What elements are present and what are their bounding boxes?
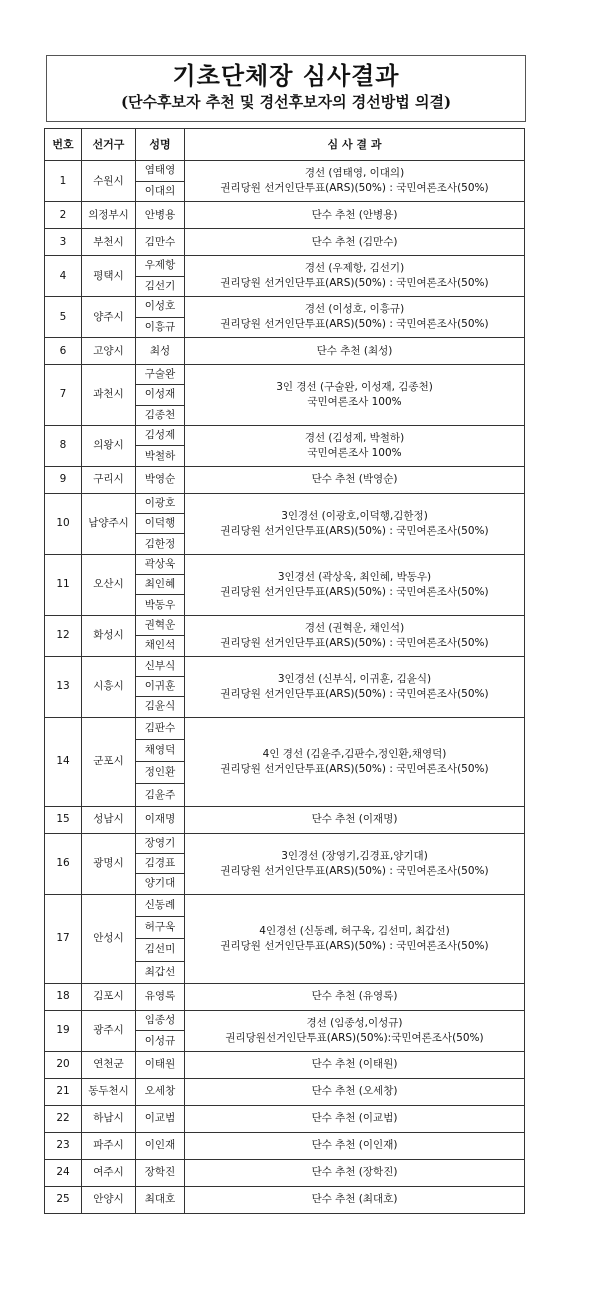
result-cell [185, 1010, 525, 1051]
result-line: 3인경선 (이광호,이덕행,김한정) [281, 509, 428, 522]
result-line: 권리당원 선거인단투표(ARS)(50%) : 국민여론조사(50%) [220, 762, 489, 775]
table-row [45, 1159, 525, 1186]
result-cell [185, 425, 525, 466]
result-line: 경선 (권혁운, 채인석) [304, 621, 405, 634]
table-row [45, 806, 525, 833]
district-cell: 수원시 [82, 161, 136, 202]
result-cell [185, 1159, 525, 1186]
header-result: 심 사 결 과 [185, 129, 525, 161]
table-row [45, 1105, 525, 1132]
result-cell [185, 554, 525, 615]
result-line: 단수 추천 (오세창) [311, 1085, 398, 1098]
result-cell [185, 256, 525, 297]
row-number: 19 [45, 1010, 82, 1051]
result-cell [185, 1105, 525, 1132]
table-row [45, 1051, 525, 1078]
header-name: 성명 [136, 129, 185, 161]
candidate-name: 이성호 [136, 297, 185, 318]
result-line: 4인경선 (신동례, 허구욱, 김선미, 최갑선) [259, 924, 450, 937]
result-line: 단수 추천 (최성) [316, 344, 393, 357]
table-row [45, 1010, 525, 1031]
row-number: 5 [45, 297, 82, 338]
result-line: 단수 추천 (이교범) [311, 1112, 398, 1125]
result-line: 권리당원 선거인단투표(ARS)(50%) : 국민여론조사(50%) [220, 939, 489, 952]
row-number: 10 [45, 493, 82, 554]
candidate-name: 최대호 [136, 1186, 185, 1213]
district-cell: 파주시 [82, 1132, 136, 1159]
result-line: 경선 (우제항, 김선기) [304, 262, 405, 274]
district-cell: 여주시 [82, 1159, 136, 1186]
row-number: 17 [45, 894, 82, 983]
result-line: 3인경선 (곽상욱, 최인혜, 박동우) [277, 570, 432, 583]
header-no: 번호 [45, 129, 82, 161]
candidate-name: 이덕행 [136, 514, 185, 534]
table-row [45, 425, 525, 446]
candidate-name: 김윤식 [136, 697, 185, 717]
result-line: 단수 추천 (박영순) [311, 473, 398, 486]
result-cell [185, 493, 525, 554]
result-cell [185, 1186, 525, 1213]
district-cell: 고양시 [82, 338, 136, 365]
table-row [45, 202, 525, 229]
row-number: 6 [45, 338, 82, 365]
district-cell: 연천군 [82, 1051, 136, 1078]
candidate-name: 이광호 [136, 493, 185, 513]
result-line: 4인 경선 (김윤주,김판수,정인환,채영덕) [262, 747, 447, 760]
table-row [45, 466, 525, 493]
result-cell [185, 338, 525, 365]
table-row [45, 717, 525, 739]
row-number: 13 [45, 656, 82, 717]
row-number: 8 [45, 425, 82, 466]
result-line: 3인 경선 (구술완, 이성재, 김종천) [276, 380, 433, 393]
result-line: 권리당원선거인단투표(ARS)(50%):국민여론조사(50%) [225, 1031, 484, 1044]
candidate-name: 김만수 [136, 229, 185, 256]
result-line: 국민여론조사 100% [307, 446, 402, 459]
row-number: 16 [45, 833, 82, 894]
table-row [45, 229, 525, 256]
table-row [45, 297, 525, 318]
row-number: 18 [45, 983, 82, 1010]
district-cell: 군포시 [82, 717, 136, 806]
candidate-name: 이인재 [136, 1132, 185, 1159]
result-line: 단수 추천 (김만수) [311, 235, 398, 248]
row-number: 14 [45, 717, 82, 806]
result-line: 경선 (염태영, 이대의) [304, 167, 405, 179]
result-line: 권리당원 선거인단투표(ARS)(50%) : 국민여론조사(50%) [220, 277, 489, 289]
district-cell: 시흥시 [82, 656, 136, 717]
candidate-name: 최갑선 [136, 961, 185, 983]
result-cell [185, 983, 525, 1010]
table-row [45, 1186, 525, 1213]
district-cell: 평택시 [82, 256, 136, 297]
result-cell [185, 161, 525, 202]
header-row [45, 129, 525, 161]
district-cell: 화성시 [82, 615, 136, 656]
candidate-name: 구술완 [136, 365, 185, 385]
row-number: 12 [45, 615, 82, 656]
result-line: 단수 추천 (이재명) [311, 813, 398, 826]
candidate-name: 박철하 [136, 446, 185, 467]
district-cell: 양주시 [82, 297, 136, 338]
candidate-name: 이귀훈 [136, 676, 185, 696]
candidate-name: 장학진 [136, 1159, 185, 1186]
result-cell [185, 202, 525, 229]
result-line: 권리당원 선거인단투표(ARS)(50%) : 국민여론조사(50%) [220, 687, 489, 700]
district-cell: 광주시 [82, 1010, 136, 1051]
result-cell [185, 894, 525, 983]
candidate-name: 채영덕 [136, 739, 185, 761]
result-line: 단수 추천 (이인재) [311, 1139, 398, 1152]
result-line: 3인경선 (신부식, 이귀훈, 김윤식) [277, 672, 432, 685]
candidate-name: 우제항 [136, 256, 185, 277]
row-number: 2 [45, 202, 82, 229]
table-row [45, 983, 525, 1010]
document-title: 기초단체장 심사결과 [172, 61, 400, 90]
row-number: 9 [45, 466, 82, 493]
result-cell [185, 1051, 525, 1078]
candidate-name: 이대의 [136, 181, 185, 202]
result-cell [185, 656, 525, 717]
row-number: 7 [45, 365, 82, 426]
district-cell: 하남시 [82, 1105, 136, 1132]
table-row [45, 1132, 525, 1159]
candidate-name: 이교범 [136, 1105, 185, 1132]
candidate-name: 김경표 [136, 854, 185, 874]
title-box [46, 55, 526, 122]
result-cell [185, 806, 525, 833]
table-row [45, 365, 525, 385]
table-row [45, 493, 525, 513]
table-row [45, 554, 525, 574]
candidate-name: 박동우 [136, 595, 185, 615]
district-cell: 안양시 [82, 1186, 136, 1213]
candidate-name: 김한정 [136, 534, 185, 554]
candidate-name: 양기대 [136, 874, 185, 894]
candidate-name: 이성재 [136, 385, 185, 405]
row-number: 3 [45, 229, 82, 256]
candidate-name: 김윤주 [136, 784, 185, 806]
results-table [44, 128, 525, 1214]
district-cell: 동두천시 [82, 1078, 136, 1105]
table-row [45, 833, 525, 853]
candidate-name: 정인환 [136, 762, 185, 784]
result-cell [185, 297, 525, 338]
row-number: 15 [45, 806, 82, 833]
result-line: 단수 추천 (안병용) [311, 208, 398, 221]
candidate-name: 임종성 [136, 1010, 185, 1031]
district-cell: 성남시 [82, 806, 136, 833]
table-row [45, 656, 525, 676]
result-cell [185, 466, 525, 493]
candidate-name: 곽상욱 [136, 554, 185, 574]
candidate-name: 장영기 [136, 833, 185, 853]
district-cell: 광명시 [82, 833, 136, 894]
table-row [45, 161, 525, 182]
result-cell [185, 717, 525, 806]
candidate-name: 채인석 [136, 636, 185, 657]
candidate-name: 이재명 [136, 806, 185, 833]
candidate-name: 최인혜 [136, 575, 185, 595]
result-line: 권리당원 선거인단투표(ARS)(50%) : 국민여론조사(50%) [220, 585, 489, 598]
result-cell [185, 1078, 525, 1105]
result-line: 경선 (이성호, 이흥규) [304, 303, 405, 315]
result-cell [185, 1132, 525, 1159]
result-cell [185, 615, 525, 656]
result-line: 단수 추천 (장학진) [311, 1166, 398, 1179]
candidate-name: 이흥규 [136, 317, 185, 338]
candidate-name: 이태원 [136, 1051, 185, 1078]
candidate-name: 신부식 [136, 656, 185, 676]
candidate-name: 권혁운 [136, 615, 185, 636]
candidate-name: 김선기 [136, 276, 185, 297]
district-cell: 부천시 [82, 229, 136, 256]
candidate-name: 김종천 [136, 405, 185, 425]
result-line: 3인경선 (장영기,김경표,양기대) [281, 849, 428, 862]
candidate-name: 김성제 [136, 425, 185, 446]
result-line: 단수 추천 (이태원) [311, 1058, 398, 1071]
district-cell: 의왕시 [82, 425, 136, 466]
table-row [45, 256, 525, 277]
result-line: 권리당원 선거인단투표(ARS)(50%) : 국민여론조사(50%) [220, 182, 489, 194]
candidate-name: 유영록 [136, 983, 185, 1010]
document-subtitle: (단수후보자 추천 및 경선후보자의 경선방법 의결) [120, 93, 452, 111]
result-line: 국민여론조사 100% [307, 395, 402, 408]
district-cell: 김포시 [82, 983, 136, 1010]
result-line: 권리당원 선거인단투표(ARS)(50%) : 국민여론조사(50%) [220, 318, 489, 330]
candidate-name: 최성 [136, 338, 185, 365]
table-row [45, 615, 525, 636]
table-row [45, 1078, 525, 1105]
row-number: 21 [45, 1078, 82, 1105]
result-line: 경선 (임종성,이성규) [306, 1016, 403, 1029]
result-cell [185, 365, 525, 426]
candidate-name: 안병용 [136, 202, 185, 229]
result-line: 권리당원 선거인단투표(ARS)(50%) : 국민여론조사(50%) [220, 524, 489, 537]
result-line: 단수 추천 (최대호) [311, 1193, 398, 1206]
table-row [45, 894, 525, 916]
candidate-name: 김선미 [136, 939, 185, 961]
candidate-name: 박영순 [136, 466, 185, 493]
header-district: 선거구 [82, 129, 136, 161]
district-cell: 남양주시 [82, 493, 136, 554]
candidate-name: 김판수 [136, 717, 185, 739]
row-number: 1 [45, 161, 82, 202]
result-line: 권리당원 선거인단투표(ARS)(50%) : 국민여론조사(50%) [220, 864, 489, 877]
row-number: 22 [45, 1105, 82, 1132]
row-number: 25 [45, 1186, 82, 1213]
candidate-name: 허구욱 [136, 916, 185, 938]
candidate-name: 신동례 [136, 894, 185, 916]
row-number: 24 [45, 1159, 82, 1186]
result-line: 단수 추천 (유영록) [311, 990, 398, 1003]
row-number: 4 [45, 256, 82, 297]
row-number: 20 [45, 1051, 82, 1078]
result-line: 권리당원 선거인단투표(ARS)(50%) : 국민여론조사(50%) [220, 636, 489, 649]
candidate-name: 이성규 [136, 1031, 185, 1052]
row-number: 23 [45, 1132, 82, 1159]
district-cell: 안성시 [82, 894, 136, 983]
district-cell: 과천시 [82, 365, 136, 426]
table-row [45, 338, 525, 365]
row-number: 11 [45, 554, 82, 615]
result-cell [185, 833, 525, 894]
result-cell [185, 229, 525, 256]
candidate-name: 염태영 [136, 161, 185, 182]
candidate-name: 오세창 [136, 1078, 185, 1105]
district-cell: 의정부시 [82, 202, 136, 229]
district-cell: 오산시 [82, 554, 136, 615]
table-body [45, 161, 525, 1214]
district-cell: 구리시 [82, 466, 136, 493]
result-line: 경선 (김성제, 박철하) [304, 431, 405, 444]
